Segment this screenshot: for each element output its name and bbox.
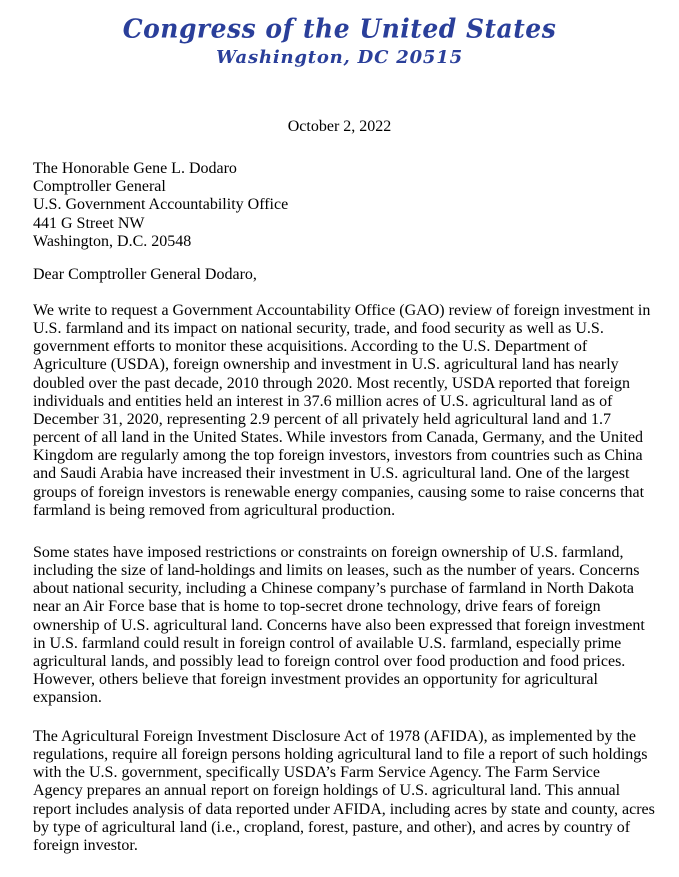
- paragraph-line: including the size of land-holdings and limits on leases, such as the number of years. Concerns: [33, 562, 640, 580]
- paragraph-line: percent of all land in the United States. While investors from Canada, Germany, and the United: [33, 429, 644, 447]
- paragraph-line: government efforts to monitor these acquisitions. According to the U.S. Department of: [33, 338, 588, 356]
- letterhead-title: Congress of the United States: [122, 13, 557, 44]
- addressee-block: [33, 160, 288, 251]
- paragraph-line: and Saudi Arabia have increased their investment in U.S. agricultural land. One of the largest: [33, 465, 630, 483]
- letterhead: [0, 14, 679, 70]
- letter-date: October 2, 2022: [287, 118, 392, 135]
- paragraph-3: [33, 728, 655, 855]
- paragraph-line: individuals and entities held an interest in 37.6 million acres of U.S. agricultural land as of: [33, 392, 613, 410]
- paragraph-line: December 31, 2020, representing 2.9 percent of all privately held agricultural land and 1.7: [33, 410, 612, 428]
- paragraph-line: regulations, require all foreign persons holding agricultural land to file a report of such holdings: [33, 746, 648, 764]
- paragraph-line: ownership of U.S. agricultural land. Concerns have also been expressed that foreign investment: [33, 616, 645, 634]
- paragraph-line: Kingdom are regularly among the top foreign investors, investors from countries such as China: [33, 447, 643, 465]
- paragraph-line: with the U.S. government, specifically USDA’s Farm Service Agency. The Farm Service: [33, 764, 600, 782]
- salutation: Dear Comptroller General Dodaro,: [33, 266, 257, 283]
- paragraph-line: U.S. farmland and its impact on national security, trade, and food security as well as U.S.: [33, 320, 604, 338]
- paragraph-line: We write to request a Government Accountability Office (GAO) review of foreign investment in: [33, 302, 651, 319]
- paragraph-line: expansion.: [33, 689, 102, 707]
- addressee-street: 441 G Street NW: [33, 214, 145, 232]
- paragraph-line: by type of agricultural land (i.e., cropland, forest, pasture, and other), and acres by country of: [33, 818, 631, 836]
- addressee-organization: U.S. Government Accountability Office: [33, 196, 289, 214]
- paragraph-line: doubled over the past decade, 2010 through 2020. Most recently, USDA reported that foreign: [33, 374, 631, 392]
- addressee-city: Washington, D.C. 20548: [33, 232, 192, 250]
- letterhead-subtitle: Washington, DC 20515: [216, 47, 463, 68]
- addressee-title: Comptroller General: [33, 178, 166, 196]
- paragraph-line: Some states have imposed restrictions or constraints on foreign ownership of U.S. farmland,: [33, 544, 624, 561]
- paragraph-line: Agency prepares an annual report on foreign holdings of U.S. agricultural land. This annual: [33, 782, 621, 800]
- paragraph-line: near an Air Force base that is home to top-secret drone technology, drive fears of foreign: [33, 598, 601, 616]
- paragraph-line: foreign investor.: [33, 836, 138, 854]
- paragraph-line: in U.S. farmland could result in foreign control of available U.S. farmland, especially prime: [33, 634, 622, 652]
- paragraph-line: groups of foreign investors is renewable energy companies, causing some to raise concerns that: [33, 483, 645, 501]
- paragraph-1: [33, 302, 650, 520]
- paragraph-line: about national security, including a Chinese company’s purchase of farmland in North Dakota: [33, 580, 635, 598]
- paragraph-line: farmland is being removed from agricultural production.: [33, 501, 396, 519]
- paragraph-line: agricultural lands, and possibly lead to foreign control over food production and food prices.: [33, 652, 626, 670]
- paragraph-2: [33, 544, 645, 707]
- paragraph-line: The Agricultural Foreign Investment Disclosure Act of 1978 (AFIDA), as implemented by the: [33, 728, 636, 745]
- paragraph-line: Agriculture (USDA), foreign ownership and investment in U.S. agricultural land has nearly: [33, 356, 619, 374]
- paragraph-line: However, others believe that foreign investment provides an opportunity for agricultural: [33, 671, 598, 689]
- addressee-name: The Honorable Gene L. Dodaro: [33, 160, 237, 177]
- paragraph-line: report includes analysis of data reported under AFIDA, including acres by state and county, acres: [33, 800, 655, 818]
